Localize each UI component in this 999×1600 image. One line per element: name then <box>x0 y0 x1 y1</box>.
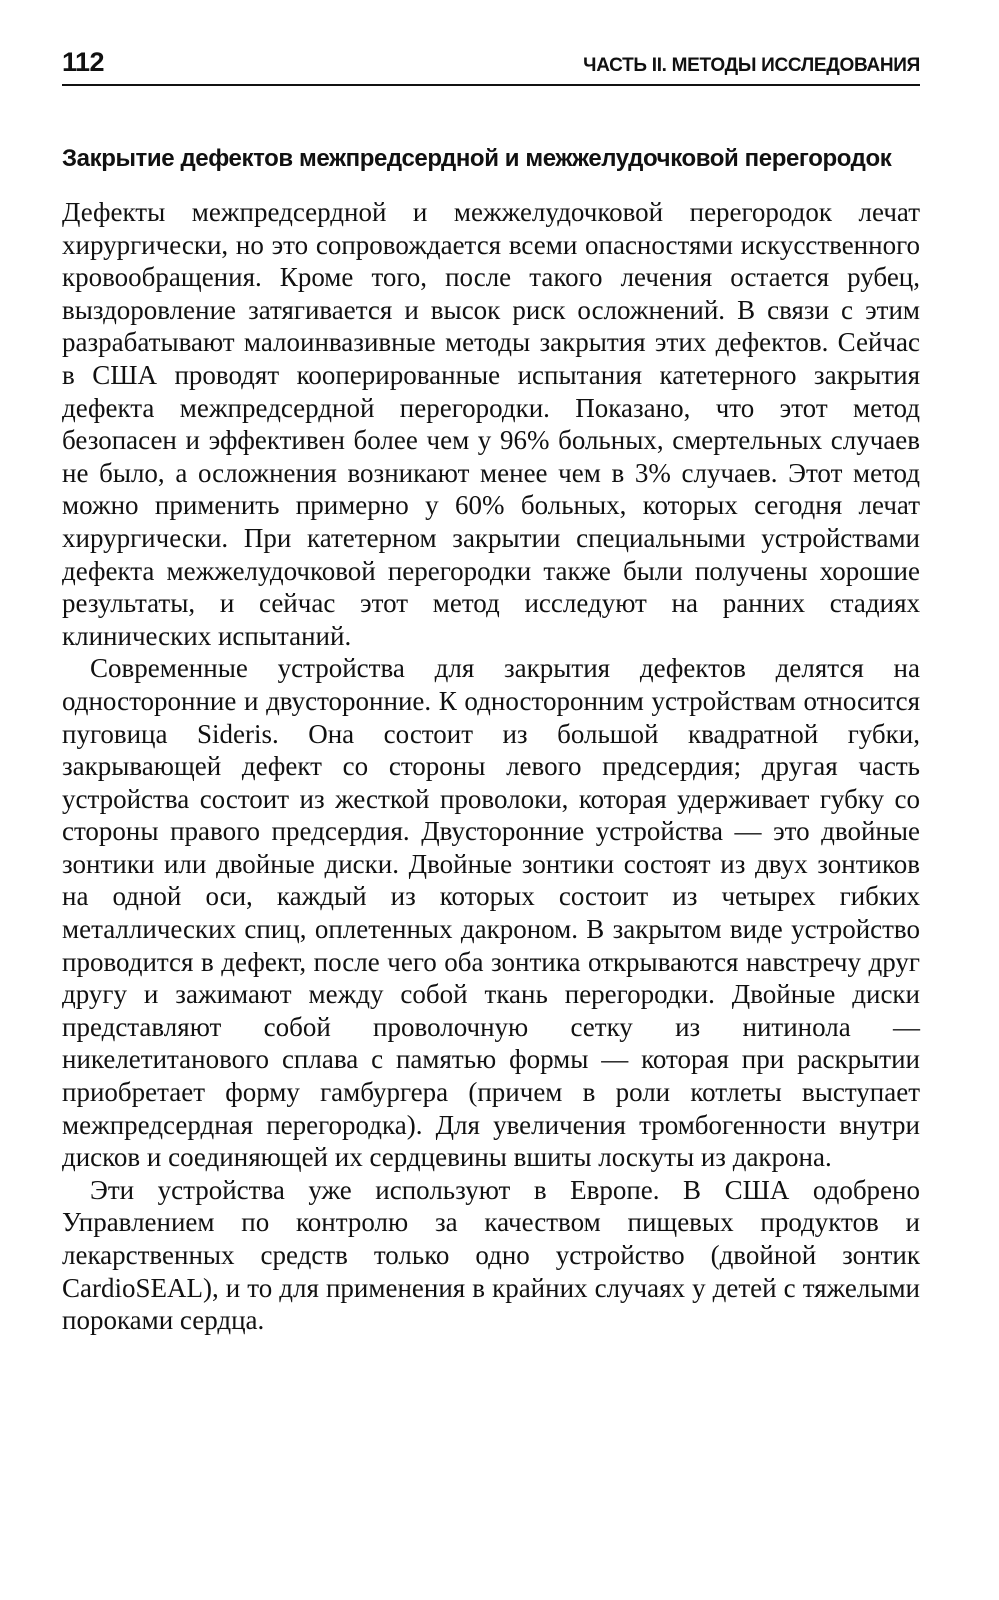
paragraph-3: Эти устройства уже используют в Европе. В США одобрено Управлением по контролю за качеством пищевых продуктов и лекарственных средств только одно устройство (двойной зонтик CardioSEAL), и то для применения в крайних случаях у детей с тяжелыми пороками сердца. <box>62 1174 920 1336</box>
running-title: ЧАСТЬ II. МЕТОДЫ ИССЛЕДОВАНИЯ <box>583 55 920 76</box>
page-number: 112 <box>62 47 105 77</box>
paragraph-1: Дефекты межпредсердной и межжелудочковой перегородок лечат хирургически, но это сопровождается всеми опасностями искусственного кровообращения. Кроме того, после такого лечения остается рубец, выздоровление затягивается и высок риск осложнений. В связи с этим разрабатывают малоинвазивные методы закрытия этих дефектов. Сейчас в США проводят кооперированные испытания катетерного закрытия дефекта межпредсердной перегородки. Показано, что этот метод безопасен и эффективен более чем у 96% больных, смертельных случаев не было, а осложнения возникают менее чем в 3% случаев. Этот метод можно применить примерно у 60% больных, которых сегодня лечат хирургически. При катетерном закрытии специальными устройствами дефекта межжелудочковой перегородки также были получены хорошие результаты, и сейчас этот метод исследуют на ранних стадиях клинических испытаний. <box>62 197 920 651</box>
body-text <box>62 196 920 1337</box>
running-header <box>62 40 920 86</box>
paragraph-2: Современные устройства для закрытия дефектов делятся на односторонние и двусторонние. К односторонним устройствам относится пуговица Sideris. Она состоит из большой квадратной губки, закрывающей дефект со стороны левого предсердия; другая часть устройства состоит из жесткой проволоки, которая удерживает губку со стороны правого предсердия. Двусторонние устройства — это двойные зонтики или двойные диски. Двойные зонтики состоят из двух зонтиков на одной оси, каждый из которых состоит из четырех гибких металлических спиц, оплетенных дакроном. В закрытом виде устройство проводится в дефект, после чего оба зонтика открываются навстречу друг другу и зажимают между собой ткань перегородки. Двойные диски представляют собой проволочную сетку из нитинола — никелетитанового сплава с памятью формы — которая при раскрытии приобретает форму гамбургера (причем в роли котлеты выступает межпредсердная перегородка). Для увеличения тромбогенности внутри дисков и соединяющей их сердцевины вшиты лоскуты из дакрона. <box>62 653 920 1173</box>
section-title: Закрытие дефектов межпредсердной и межжелудочковой перегородок <box>62 145 892 172</box>
book-page <box>62 40 920 1337</box>
